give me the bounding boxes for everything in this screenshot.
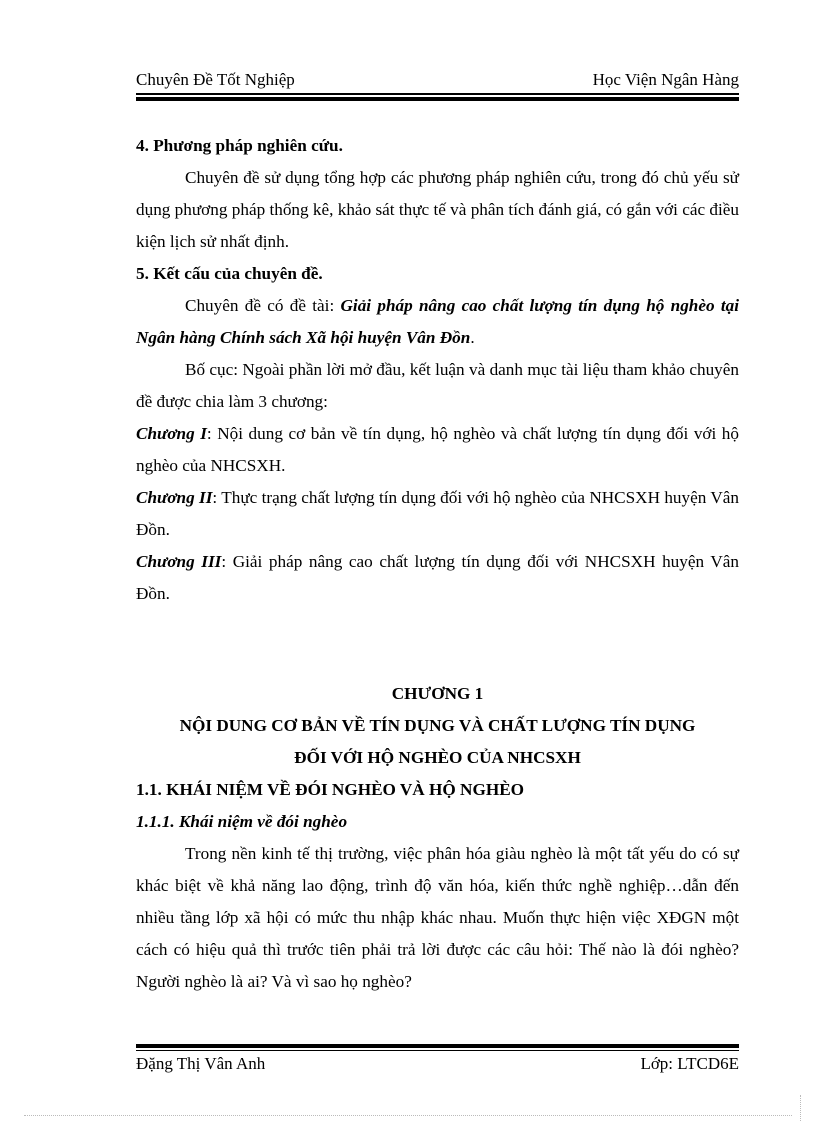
topic-title: Giải pháp nâng cao chất lượng tín dụng hộ nghèo tại Ngân hàng Chính sách Xã hội huyện Vân Đồn [136,296,740,347]
chapter-ii-summary [136,482,739,546]
header-rule-thick [136,97,739,101]
spacer [136,610,739,678]
footer-rule-thick [136,1044,739,1048]
chapter-ii-text: : Thực trạng chất lượng tín dụng đối với hộ nghèo của NHCSXH huyện Vân Đồn. [136,488,739,539]
section-4-text: Chuyên đề sử dụng tổng hợp các phương pháp nghiên cứu, trong đó chủ yếu sử dụng phương pháp thống kê, khảo sát thực tế và phân tích đánh giá, có gắn với các điều kiện lịch sử nhất định. [136,168,739,251]
header-left: Chuyên Đề Tốt Nghiệp [136,70,295,89]
chapter-i-summary [136,418,739,482]
header-right: Học Viện Ngân Hàng [592,70,739,89]
topic-intro: Chuyên đề có đề tài: [185,296,341,315]
section-1-1-heading: 1.1. KHÁI NIỆM VỀ ĐÓI NGHÈO VÀ HỘ NGHÈO [136,780,525,799]
chapter-i-label: Chương I [136,424,207,443]
chapter-iii-summary [136,546,739,610]
page-bottom-border [24,1115,792,1116]
footer-rule-thin [136,1050,739,1051]
footer-author: Đặng Thị Vân Anh [136,1054,266,1073]
header-rule-thin [136,93,739,95]
page-body [136,130,739,998]
section-1-1-1-heading: 1.1.1. Khái niệm về đói nghèo [136,812,348,831]
section-5-topic [136,290,739,354]
chapter-iii-text: : Giải pháp nâng cao chất lượng tín dụng đối với NHCSXH huyện Vân Đồn. [136,552,739,603]
chapter-i-text: : Nội dung cơ bản về tín dụng, hộ nghèo và chất lượng tín dụng đối với hộ nghèo của NHCSXH. [136,424,739,475]
page-corner-border [800,1095,801,1121]
section-1-1-1-paragraph: Trong nền kinh tế thị trường, việc phân hóa giàu nghèo là một tất yếu do có sự khác biệt về khả năng lao động, trình độ văn hóa, kiến thức nghề nghiệp…dẫn đến nhiều tầng lớp xã hội có mức thu nhập khác nhau. Muốn thực hiện việc XĐGN một cách có hiệu quả thì trước tiên phải trả lời được các câu hỏi: Thế nào là đói nghèo? Người nghèo là ai? Và vì sao họ nghèo? [136,844,739,991]
chapter-number: CHƯƠNG 1 [391,684,484,703]
topic-end: . [470,328,475,347]
page-footer [136,1054,739,1074]
footer-class: Lớp: LTCD6E [640,1054,739,1073]
section-5-layout: Bố cục: Ngoài phần lời mở đầu, kết luận và danh mục tài liệu tham khảo chuyên đề được chia làm 3 chương: [136,360,739,411]
chapter-ii-label: Chương II [136,488,213,507]
section-5-title: 5. Kết cấu của chuyên đề. [136,264,323,283]
page-header [136,70,739,90]
chapter-title-line1: NỘI DUNG CƠ BẢN VỀ TÍN DỤNG VÀ CHẤT LƯỢNG TÍN DỤNG [179,716,696,735]
section-4-title: 4. Phương pháp nghiên cứu. [136,136,343,155]
chapter-iii-label: Chương III [136,552,222,571]
chapter-title-line2: ĐỐI VỚI HỘ NGHÈO CỦA NHCSXH [294,748,581,767]
